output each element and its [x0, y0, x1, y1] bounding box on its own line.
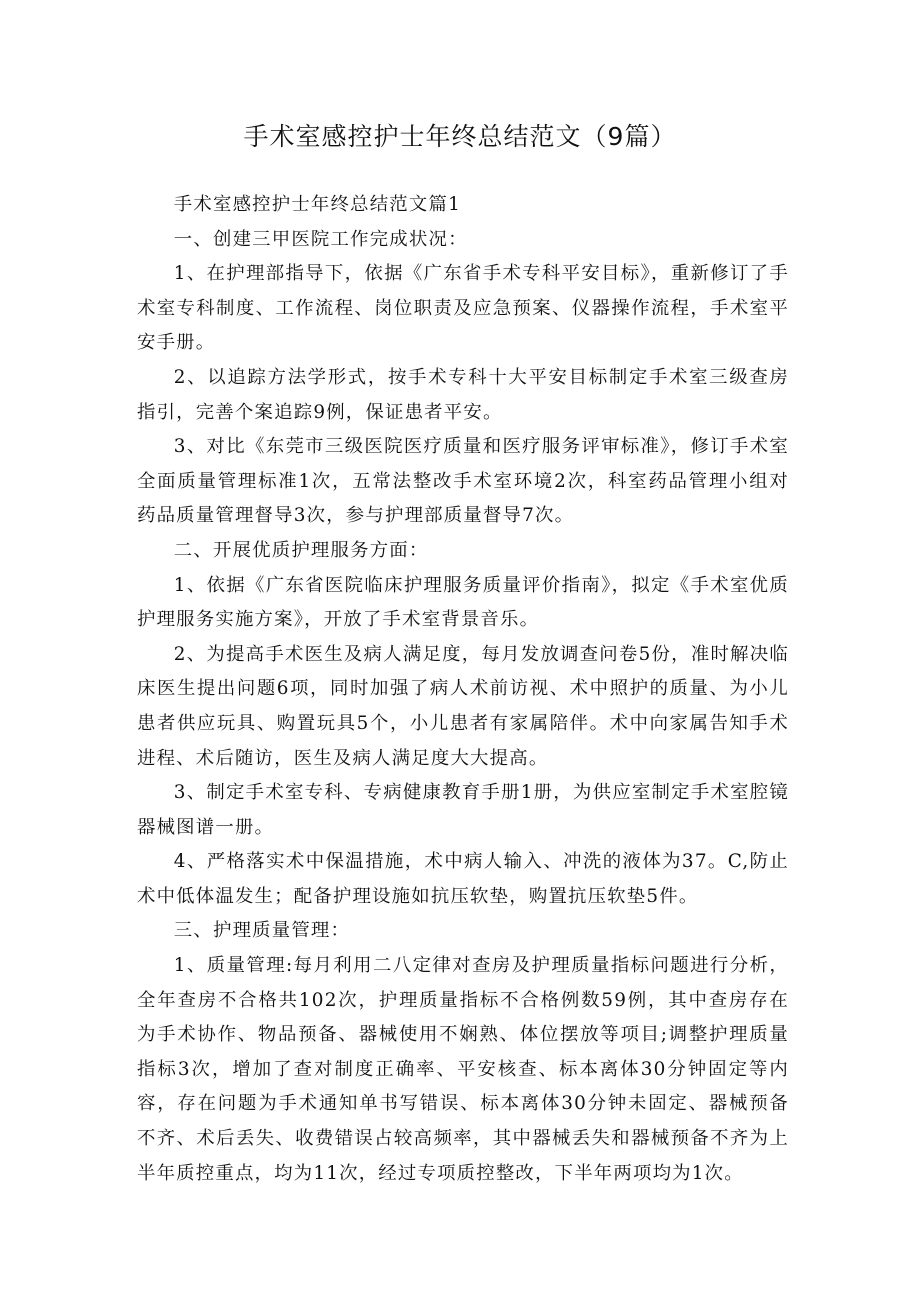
paragraph: 1、依据《广东省医院临床护理服务质量评价指南》，拟定《手术室优质护理服务实施方案》，开放了手术室背景音乐。	[137, 574, 789, 631]
paragraph: 1、质量管理:每月利用二八定律对查房及护理质量指标问题进行分析，全年查房不合格共102次，护理质量指标不合格例数59例，其中查房存在为手术协作、物品预备、器械使用不娴熟、体位摆放等项目;调整护理质量指标3次，增加了查对制度正确率、平安核查、标本离体30分钟固定等内容，存在问题为手术通知单书写错误、标本离体30分钟未固定、器械预备不齐、术后丢失、收费错误占较高频率，其中器械丢失和器械预备不齐为上半年质控重点，均为11次，经过专项质控整改，下半年两项均为1次。	[137, 955, 789, 1184]
section-heading-1: 一、创建三甲医院工作完成状况：	[173, 228, 468, 250]
paragraph: 2、以追踪方法学形式，按手术专科十大平安目标制定手术室三级查房指引，完善个案追踪9例，保证患者平安。	[137, 366, 789, 423]
paragraph: 4、严格落实术中保温措施，术中病人输入、冲洗的液体为37。C,防止术中低体温发生；配备护理设施如抗压软垫，购置抗压软垫5件。	[137, 851, 789, 907]
document-title: 手术室感控护士年终总结范文（9篇）	[243, 122, 677, 151]
paragraph: 2、为提高手术医生及病人满足度，每月发放调查问卷5份，准时解决临床医生提出问题6项，同时加强了病人术前访视、术中照护的质量、为小儿患者供应玩具、购置玩具5个，小儿患者有家属陪伴。术中向家属告知手术进程、术后随访，医生及病人满足度大大提高。	[137, 643, 789, 769]
paragraph: 3、制定手术室专科、专病健康教育手册1册，为供应室制定手术室腔镜器械图谱一册。	[137, 782, 789, 838]
paragraph: 3、对比《东莞市三级医院医疗质量和医疗服务评审标准》，修订手术室全面质量管理标准1次，五常法整改手术室环境2次，科室药品管理小组对药品质量管理督导3次，参与护理部质量督导7次。	[137, 436, 789, 527]
document-body	[137, 188, 789, 1191]
paragraph: 1、在护理部指导下，依据《广东省手术专科平安目标》，重新修订了手术室专科制度、工作流程、岗位职责及应急预案、仪器操作流程，手术室平安手册。	[137, 263, 789, 354]
section-heading-3: 三、护理质量管理：	[173, 920, 351, 942]
section-heading-article-1: 手术室感控护士年终总结范文篇1	[173, 194, 461, 215]
section-heading-2: 二、开展优质护理服务方面：	[173, 539, 429, 561]
